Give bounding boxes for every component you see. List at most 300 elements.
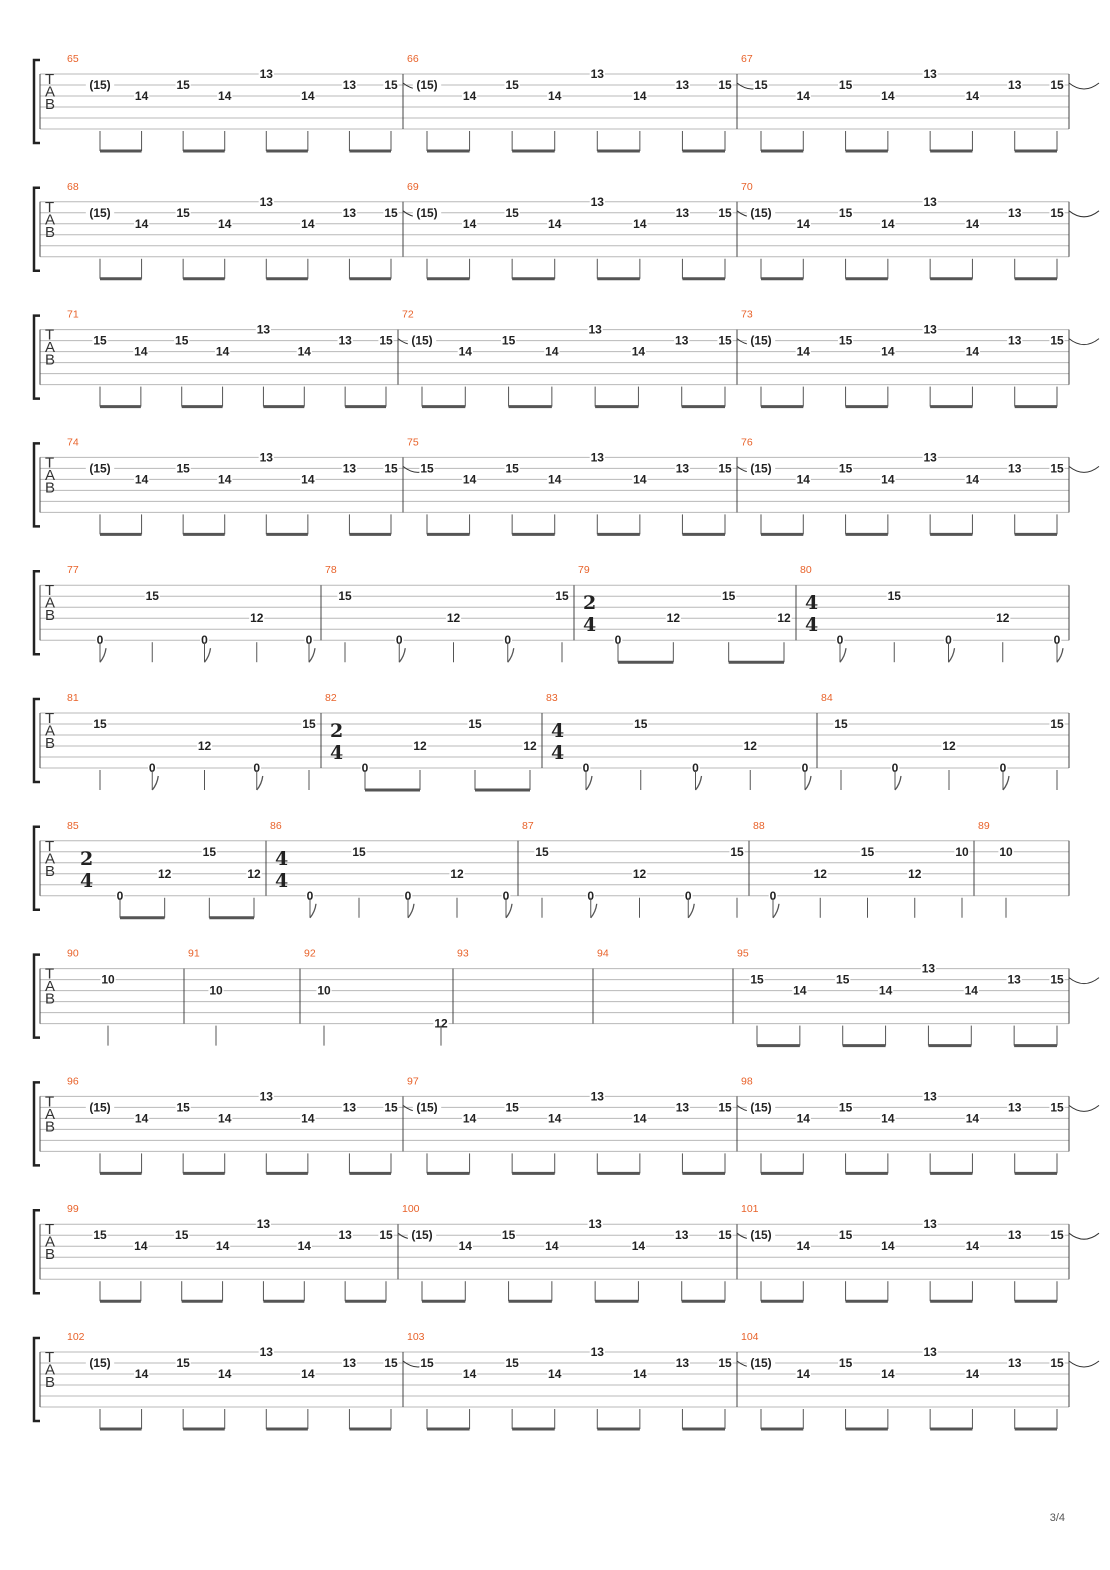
measure [67,1203,428,1301]
fret-number: 12 [666,611,681,626]
tab-clef-letter: B [45,990,56,1008]
fret-number: 14 [462,472,477,487]
fret-number: 15 [501,333,516,348]
fret-number: 14 [965,1367,980,1381]
fret-number: 14 [462,1367,477,1381]
fret-number: 14 [218,1111,232,1126]
tab-system [34,692,1069,790]
fret-number: 13 [923,67,937,81]
measure [753,820,970,918]
fret-number: 15 [718,333,732,348]
tie-arc [1069,83,1099,89]
tab-clef-letter: B [45,479,56,497]
tab-clef-letter: T [45,454,55,472]
fret-number: 0 [306,888,314,903]
fret-number: 12 [446,611,461,626]
fret-number: (15) [750,333,772,348]
fret-number: 15 [505,205,519,220]
tie-arc [1069,1233,1099,1239]
system-bracket [34,1210,40,1293]
fret-number: (15) [750,205,772,220]
fret-number: 13 [1008,333,1022,348]
time-signature-bottom: 4 [583,614,597,637]
fret-number: 15 [634,717,648,731]
fret-number: 13 [923,1217,937,1232]
measure [67,1331,433,1429]
fret-number: 14 [965,472,980,487]
fret-number: 13 [259,1089,273,1104]
fret-number: 13 [342,461,357,476]
fret-number: 15 [1050,972,1064,987]
fret-number: 15 [718,1100,732,1115]
fret-number: 0 [692,761,699,775]
measure-number: 67 [741,53,753,65]
fret-number: (15) [89,1100,111,1115]
fret-number: 14 [462,216,477,231]
tab-system [34,1331,1099,1429]
measure-number: 66 [407,53,419,65]
measure [737,948,1099,1046]
tab-clef-letter: A [45,722,56,740]
note-flag [688,904,694,918]
tie-arc [1069,1361,1099,1367]
fret-number: 14 [881,216,895,231]
fret-number: 13 [259,194,273,209]
tab-clef-letter: T [45,582,55,600]
measure [325,564,570,662]
time-signature-top: 4 [275,847,289,870]
note-flag [1003,776,1009,790]
tie-arc [1069,978,1099,984]
fret-number: 13 [342,205,357,220]
system-bracket [34,571,40,654]
measure-number: 87 [522,819,534,832]
fret-number: 15 [420,1356,434,1370]
fret-number: 14 [462,1111,477,1126]
fret-number: 12 [632,866,647,881]
tab-clef-letter: T [45,198,55,216]
system-bracket [34,316,40,399]
fret-number: 14 [215,1239,230,1254]
fret-number: 15 [384,78,398,92]
tab-system [34,181,1099,279]
fret-number: 10 [209,983,223,998]
fret-number: 0 [253,761,261,775]
fret-number: 14 [631,1239,646,1254]
measure-number: 79 [578,564,590,577]
fret-number: 14 [548,1367,562,1381]
fret-number: 14 [881,89,895,103]
measure [821,692,1065,790]
note-flag [399,648,405,662]
fret-number: 12 [942,739,956,753]
fret-number: 15 [838,461,853,476]
fret-number: 13 [259,67,273,81]
measure [741,1203,1099,1301]
fret-number: 13 [675,1100,690,1115]
note-flag [100,648,106,662]
fret-number: 12 [523,739,537,753]
fret-number: 13 [588,322,602,337]
fret-number: 13 [590,67,604,81]
fret-number: 14 [134,1367,149,1381]
fret-number: 15 [505,78,519,92]
note-flag [1057,648,1063,662]
fret-number: 15 [838,1228,853,1243]
measure [597,948,609,960]
system-bracket [34,60,40,143]
fret-number: 0 [116,888,124,903]
fret-number: 15 [1050,333,1064,348]
measure [741,309,1099,407]
fret-number: 13 [923,194,937,209]
tab-system [34,564,1069,662]
fret-number: 15 [176,1100,190,1115]
fret-number: 13 [675,333,689,348]
measure-number: 74 [67,436,79,449]
fret-number: 13 [256,322,271,337]
fret-number: 12 [996,611,1010,626]
fret-number: 0 [836,633,844,648]
note-flag [309,648,315,662]
fret-number: 15 [175,333,189,348]
fret-number: 14 [965,216,980,231]
fret-number: (15) [89,78,111,92]
fret-number: 13 [923,1089,937,1104]
fret-number: 0 [945,633,952,648]
measure-number: 95 [737,947,749,960]
measure [67,1075,433,1173]
tab-clef-letter: A [45,339,56,357]
fret-number: 15 [379,333,393,348]
measure-number: 72 [402,308,414,321]
measure [407,436,767,534]
fret-number: 14 [881,1111,895,1126]
fret-number: 13 [1008,461,1022,476]
tab-clef-letter: T [45,1349,55,1366]
measure [67,692,317,790]
tab-clef-letter: A [45,978,56,996]
fret-number: 15 [420,461,434,476]
fret-number: 13 [675,1228,689,1243]
fret-number: 14 [633,472,647,487]
fret-number: 0 [305,633,313,648]
fret-number: 13 [259,1345,273,1359]
tab-clef-letter: B [45,351,56,369]
fret-number: 0 [684,888,692,903]
tab-clef-letter: T [45,965,55,983]
measure-number: 81 [67,692,79,704]
measure [457,948,469,960]
fret-number: 15 [1050,717,1064,731]
fret-number: 13 [590,1089,604,1104]
fret-number: 14 [631,344,646,359]
fret-number: 14 [301,216,315,231]
fret-number: 0 [1053,633,1061,648]
fret-number: 14 [458,344,472,359]
fret-number: (15) [750,1228,772,1243]
fret-number: 14 [633,89,647,103]
fret-number: 10 [999,844,1013,859]
fret-number: 12 [777,611,791,626]
fret-number: 13 [1008,1228,1022,1243]
measure [402,1203,767,1301]
fret-number: 15 [384,1100,398,1115]
tab-clef-letter: A [45,211,56,229]
fret-number: 13 [338,333,352,348]
fret-number: 14 [881,1239,895,1254]
fret-number: 14 [301,472,315,487]
measure [741,1331,1099,1429]
fret-number: 15 [750,972,764,987]
fret-number: 14 [633,1111,647,1126]
time-signature-bottom: 4 [551,742,565,764]
tab-system [34,820,1069,918]
fret-number: 15 [718,1356,732,1370]
tab-clef-letter: B [45,96,56,113]
fret-number: 14 [965,344,980,359]
note-flag [506,904,512,918]
fret-number: 0 [614,633,622,648]
fret-number: 15 [838,333,853,348]
fret-number: 0 [504,633,512,648]
measure [67,53,433,151]
measure-number: 93 [457,947,469,960]
measure-number: 83 [546,692,558,704]
measure [325,692,538,790]
fret-number: (15) [750,1356,772,1370]
fret-number: 14 [462,89,477,103]
fret-number: 13 [338,1228,352,1243]
fret-number: 14 [965,89,980,103]
measure-number: 65 [67,53,79,65]
fret-number: 14 [134,344,148,359]
tab-system [34,1203,1099,1301]
fret-number: 12 [247,866,261,881]
fret-number: 12 [157,866,172,881]
measure [741,53,1099,151]
measure [402,309,767,407]
measure-number: 90 [67,947,79,960]
system-bracket [34,827,40,910]
fret-number: 14 [796,344,810,359]
fret-number: (15) [416,205,438,220]
fret-number: 15 [1050,1228,1064,1243]
fret-number: 0 [361,761,369,775]
fret-number: 15 [754,78,768,92]
fret-number: 15 [93,1228,107,1243]
fret-number: 15 [384,461,398,476]
measure [67,181,433,279]
fret-number: 15 [1050,1100,1064,1115]
measure-number: 97 [407,1075,419,1088]
time-signature-bottom: 4 [805,614,819,637]
fret-number: 13 [1008,205,1022,220]
fret-number: 0 [96,633,104,648]
fret-number: 14 [881,1367,895,1381]
tab-system [34,53,1099,151]
fret-number: 14 [297,1239,311,1254]
fret-number: (15) [750,1100,772,1115]
note-flag [840,648,846,662]
measure-number: 88 [753,819,765,832]
note-flag [591,904,597,918]
fret-number: 13 [1008,1100,1022,1115]
tie-arc [1069,466,1099,472]
note-flag [152,776,158,790]
fret-number: 15 [202,844,217,859]
fret-number: 14 [134,216,149,231]
fret-number: 13 [675,1356,690,1370]
fret-number: 15 [175,1228,189,1243]
fret-number: 10 [317,983,331,998]
fret-number: 15 [535,844,549,859]
fret-number: 14 [548,216,562,231]
fret-number: 15 [352,844,366,859]
fret-number: 0 [201,633,208,648]
measure [67,948,116,1046]
measure [578,564,792,662]
tab-clef-letter: A [45,594,56,612]
tab-clef-letter: T [45,837,55,855]
fret-number: 15 [176,1356,190,1370]
tab-clef-letter: T [45,326,55,344]
fret-number: 13 [675,205,690,220]
fret-number: 15 [302,717,316,731]
system-bracket [34,443,40,526]
system-bracket [34,1338,40,1421]
fret-number: 13 [923,322,937,337]
time-signature-top: 4 [551,720,565,742]
fret-number: 15 [176,461,190,476]
measure-number: 71 [67,308,79,321]
tab-clef-letter: B [45,607,56,625]
fret-number: 14 [215,344,230,359]
fret-number: (15) [411,1228,433,1243]
tab-clef-letter: A [45,466,56,484]
tab-clef-letter: A [45,850,56,868]
fret-number: 14 [134,1239,148,1254]
fret-number: 10 [101,972,115,987]
fret-number: 14 [548,1111,562,1126]
fret-number: 15 [1050,205,1064,220]
measure [67,309,428,407]
tie-arc [1069,1105,1099,1111]
fret-number: 14 [633,216,647,231]
note-flag [205,648,211,662]
fret-number: (15) [416,78,438,92]
fret-number: 13 [590,194,604,209]
fret-number: 14 [965,1111,980,1126]
fret-number: 0 [148,761,156,775]
fret-number: 12 [197,739,212,753]
tab-clef-letter: T [45,1093,55,1111]
tab-system [34,1075,1099,1173]
fret-number: 13 [342,78,357,92]
time-signature-top: 2 [583,592,597,615]
fret-number: (15) [89,1356,111,1370]
fret-number: 0 [801,761,809,775]
fret-number: 15 [838,1100,853,1115]
measure [741,436,1099,534]
measure [741,181,1099,279]
note-flag [408,904,414,918]
system-bracket [34,955,40,1038]
fret-number: 13 [342,1100,357,1115]
fret-number: 15 [834,717,848,731]
measure [522,820,745,918]
measure-number: 94 [597,947,609,960]
fret-number: 14 [134,89,149,103]
fret-number: 13 [590,1345,604,1359]
tab-clef-letter: T [45,1221,55,1239]
tab-clef-letter: B [45,223,56,241]
fret-number: 14 [796,472,810,487]
measure-number: 89 [978,819,990,832]
fret-number: 14 [796,1239,810,1254]
fret-number: 13 [675,461,690,476]
fret-number: 14 [301,1367,315,1381]
fret-number: 15 [338,589,352,604]
fret-number: 14 [881,344,895,359]
fret-number: 14 [796,216,810,231]
fret-number: 13 [923,450,937,465]
measure [407,1075,767,1173]
note-flag [508,648,514,662]
tie-arc [1069,339,1099,345]
fret-number: 15 [93,717,107,731]
tab-clef-letter: A [45,1361,56,1379]
fret-number: 15 [1050,461,1064,476]
tab-clef-letter: A [45,1105,56,1123]
fret-number: 13 [1008,78,1022,92]
fret-number: 15 [860,844,875,859]
note-flag [586,776,592,790]
fret-number: 10 [955,844,969,859]
fret-number: 14 [548,89,562,103]
measure-number: 96 [67,1075,79,1088]
fret-number: 14 [793,983,807,998]
measure [270,820,512,918]
measure [800,564,1063,662]
fret-number: (15) [750,461,772,476]
fret-number: 15 [501,1228,516,1243]
note-flag [696,776,702,790]
fret-number: 14 [545,1239,559,1254]
fret-number: 15 [718,205,732,220]
fret-number: 12 [434,1016,448,1031]
measure-number: 98 [741,1075,753,1088]
measure-number: 103 [407,1331,425,1343]
measure-number: 102 [67,1331,85,1343]
measure [67,820,262,918]
measure-number: 86 [270,819,282,832]
fret-number: 15 [836,972,850,987]
measure [67,436,433,534]
fret-number: 15 [505,1100,519,1115]
fret-number: 0 [582,761,590,775]
fret-number: 15 [384,1356,398,1370]
fret-number: 15 [730,844,744,859]
fret-number: 15 [379,1228,393,1243]
fret-number: (15) [89,205,111,220]
tab-clef-letter: B [45,735,56,752]
measure-number: 91 [188,947,200,960]
fret-number: 13 [588,1217,602,1232]
time-signature-top: 2 [80,847,94,870]
measure [546,692,811,790]
fret-number: 12 [743,739,757,753]
